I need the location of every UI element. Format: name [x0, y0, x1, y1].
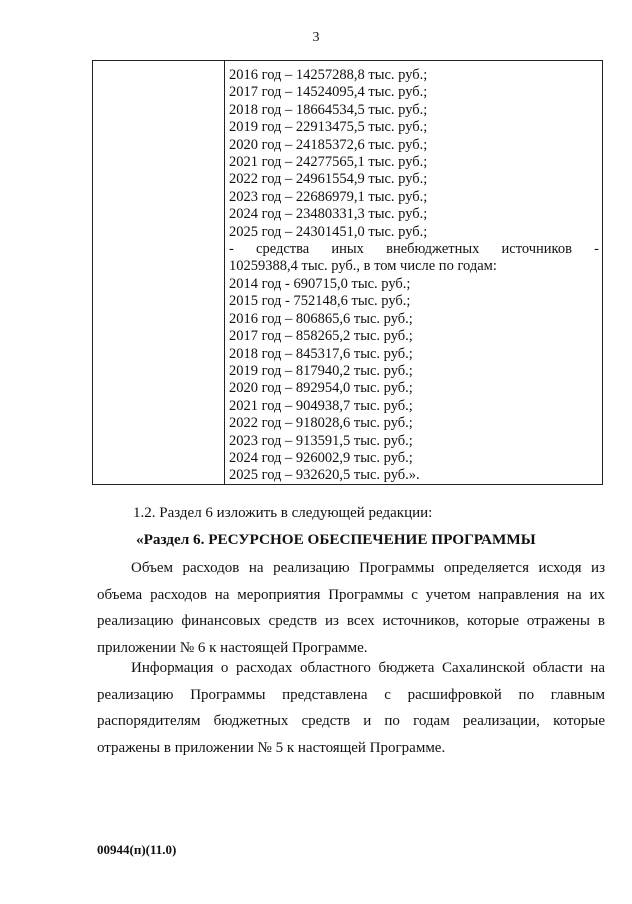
funding-line: 2025 год – 932620,5 тыс. руб.».: [229, 467, 420, 484]
other-sources-line: [229, 241, 599, 258]
funding-line: 2024 год – 23480331,3 тыс. руб.;: [229, 206, 428, 223]
section-heading: «Раздел 6. РЕСУРСНОЕ ОБЕСПЕЧЕНИЕ ПРОГРАММЫ: [136, 531, 536, 548]
funding-line: 2014 год - 690715,0 тыс. руб.;: [229, 275, 411, 292]
funding-table: [92, 60, 603, 485]
word: иных: [331, 241, 364, 258]
word: внебюджетных: [386, 241, 480, 258]
funding-line: 2021 год – 904938,7 тыс. руб.;: [229, 397, 413, 414]
funding-line: 2022 год – 918028,6 тыс. руб.;: [229, 415, 413, 432]
funding-line: 2017 год – 14524095,4 тыс. руб.;: [229, 84, 428, 101]
funding-line: 2020 год – 24185372,6 тыс. руб.;: [229, 136, 428, 153]
page-number: 3: [312, 30, 320, 45]
other-sources-total: 10259388,4 тыс. руб., в том числе по годам:: [229, 258, 497, 275]
word: -: [229, 241, 234, 258]
funding-line: 2018 год – 18664534,5 тыс. руб.;: [229, 101, 428, 118]
funding-line: 2018 год – 845317,6 тыс. руб.;: [229, 345, 413, 362]
word: средства: [256, 241, 310, 258]
amendment-intro: 1.2. Раздел 6 изложить в следующей редакции:: [133, 505, 433, 521]
funding-cell: [229, 67, 599, 485]
funding-line: 2019 год – 817940,2 тыс. руб.;: [229, 362, 413, 379]
funding-line: 2024 год – 926002,9 тыс. руб.;: [229, 449, 413, 466]
funding-line: 2022 год – 24961554,9 тыс. руб.;: [229, 171, 428, 188]
word: источников: [501, 241, 572, 258]
funding-line: 2016 год – 806865,6 тыс. руб.;: [229, 310, 413, 327]
word: -: [594, 241, 599, 258]
funding-line: 2017 год – 858265,2 тыс. руб.;: [229, 328, 413, 345]
funding-line: 2023 год – 22686979,1 тыс. руб.;: [229, 188, 428, 205]
document-code: 00944(п)(11.0): [97, 842, 177, 857]
funding-line: 2016 год – 14257288,8 тыс. руб.;: [229, 67, 428, 83]
funding-line: 2015 год - 752148,6 тыс. руб.;: [229, 293, 411, 310]
funding-line: 2020 год – 892954,0 тыс. руб.;: [229, 380, 413, 397]
table-column-divider: [224, 61, 225, 484]
funding-line: 2025 год – 24301451,0 тыс. руб.;: [229, 223, 428, 240]
funding-line: 2021 год – 24277565,1 тыс. руб.;: [229, 154, 428, 171]
funding-line: 2023 год – 913591,5 тыс. руб.;: [229, 432, 413, 449]
paragraph-budget-info: Информация о расходах областного бюджета Сахалинской области на реализацию Программы представлена с расшифровкой по главным распорядителям бюджетных средств и по годам реализации, которые отражены в приложении № 5 к настоящей Программе.: [97, 660, 605, 756]
paragraph-expenses: Объем расходов на реализацию Программы определяется исходя из объема расходов на мероприятия Программы с учетом направления на их реализацию финансовых средств из всех источников, которые отражены в приложении № 6 к настоящей Программе.: [97, 560, 605, 656]
funding-line: 2019 год – 22913475,5 тыс. руб.;: [229, 119, 428, 136]
